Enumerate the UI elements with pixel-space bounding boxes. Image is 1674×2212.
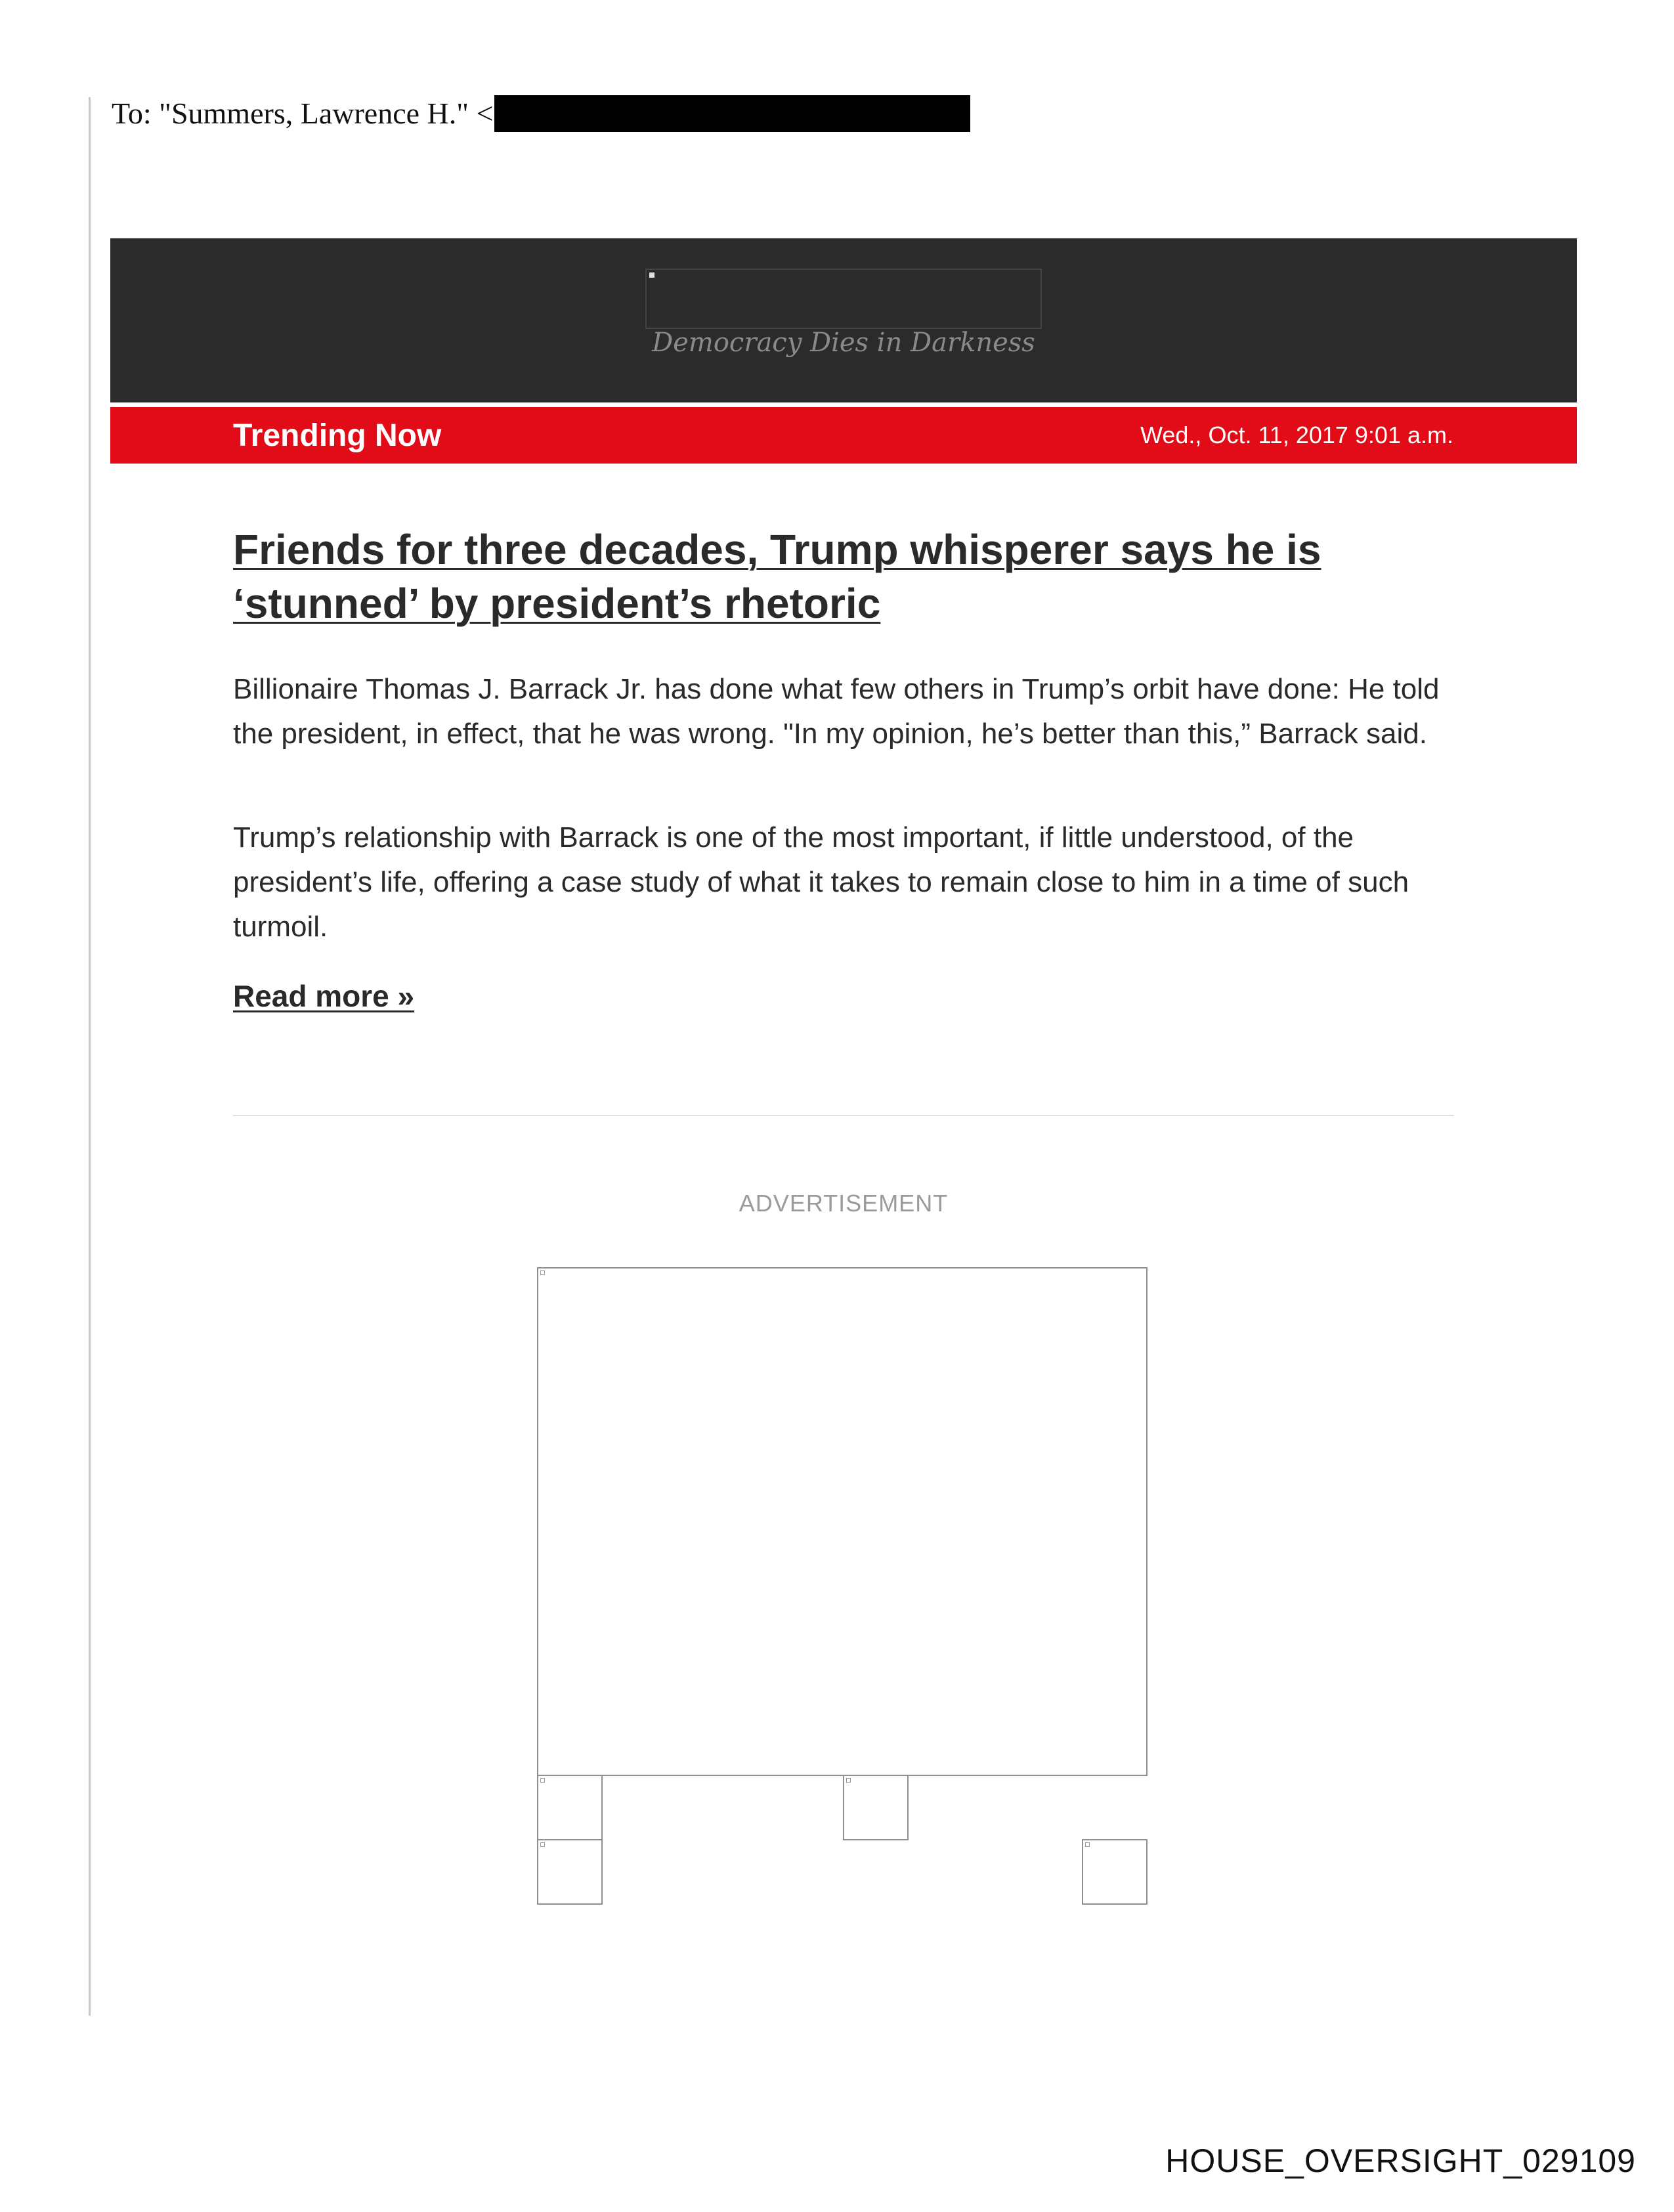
- masthead-tagline: Democracy Dies in Darkness: [652, 328, 1035, 358]
- advertisement-label: ADVERTISEMENT: [739, 1190, 949, 1217]
- broken-image-icon: [846, 1778, 851, 1783]
- left-margin-rule: [89, 97, 91, 2016]
- article-paragraph: Trump’s relationship with Barrack is one of the most important, if little understood, of the president’s life, offering a case study of what it takes to remain close to him in a time of such turmoil.: [233, 821, 1409, 943]
- trending-title: Trending Now: [233, 418, 442, 453]
- article-headline-link[interactable]: Friends for three decades, Trump whisperer says he is ‘stunned’ by president’s rhetoric: [233, 526, 1321, 627]
- article-paragraph: Billionaire Thomas J. Barrack Jr. has done what few others in Trump’s orbit have done: He told the president, in effect, that he was wrong. "In my opinion, he’s better than this,” Barrack said.: [233, 673, 1440, 750]
- broken-image-icon: [1085, 1842, 1090, 1847]
- read-more-link[interactable]: Read more »: [233, 979, 415, 1013]
- ad-image-placeholder[interactable]: [537, 1775, 603, 1840]
- trending-date: Wed., Oct. 11, 2017 9:01 a.m.: [1140, 422, 1453, 448]
- ad-image-placeholder[interactable]: [537, 1839, 603, 1905]
- broken-image-icon: [540, 1778, 545, 1783]
- masthead: [110, 238, 1577, 402]
- ad-image-placeholder[interactable]: [843, 1775, 909, 1840]
- email-to-line: [112, 96, 970, 135]
- broken-image-icon: [540, 1842, 545, 1847]
- trending-bar: [110, 407, 1577, 464]
- ad-image-placeholder[interactable]: [1082, 1839, 1148, 1905]
- email-to-label: To: "Summers, Lawrence H." <: [112, 97, 494, 130]
- broken-image-icon: [649, 272, 655, 278]
- bates-number: HOUSE_OVERSIGHT_029109: [1165, 2142, 1636, 2179]
- section-divider: [233, 1115, 1454, 1116]
- logo-image-placeholder: [645, 269, 1042, 329]
- broken-image-icon: [540, 1270, 545, 1275]
- redaction-bar: [494, 95, 970, 132]
- ad-image-placeholder[interactable]: [537, 1267, 1148, 1776]
